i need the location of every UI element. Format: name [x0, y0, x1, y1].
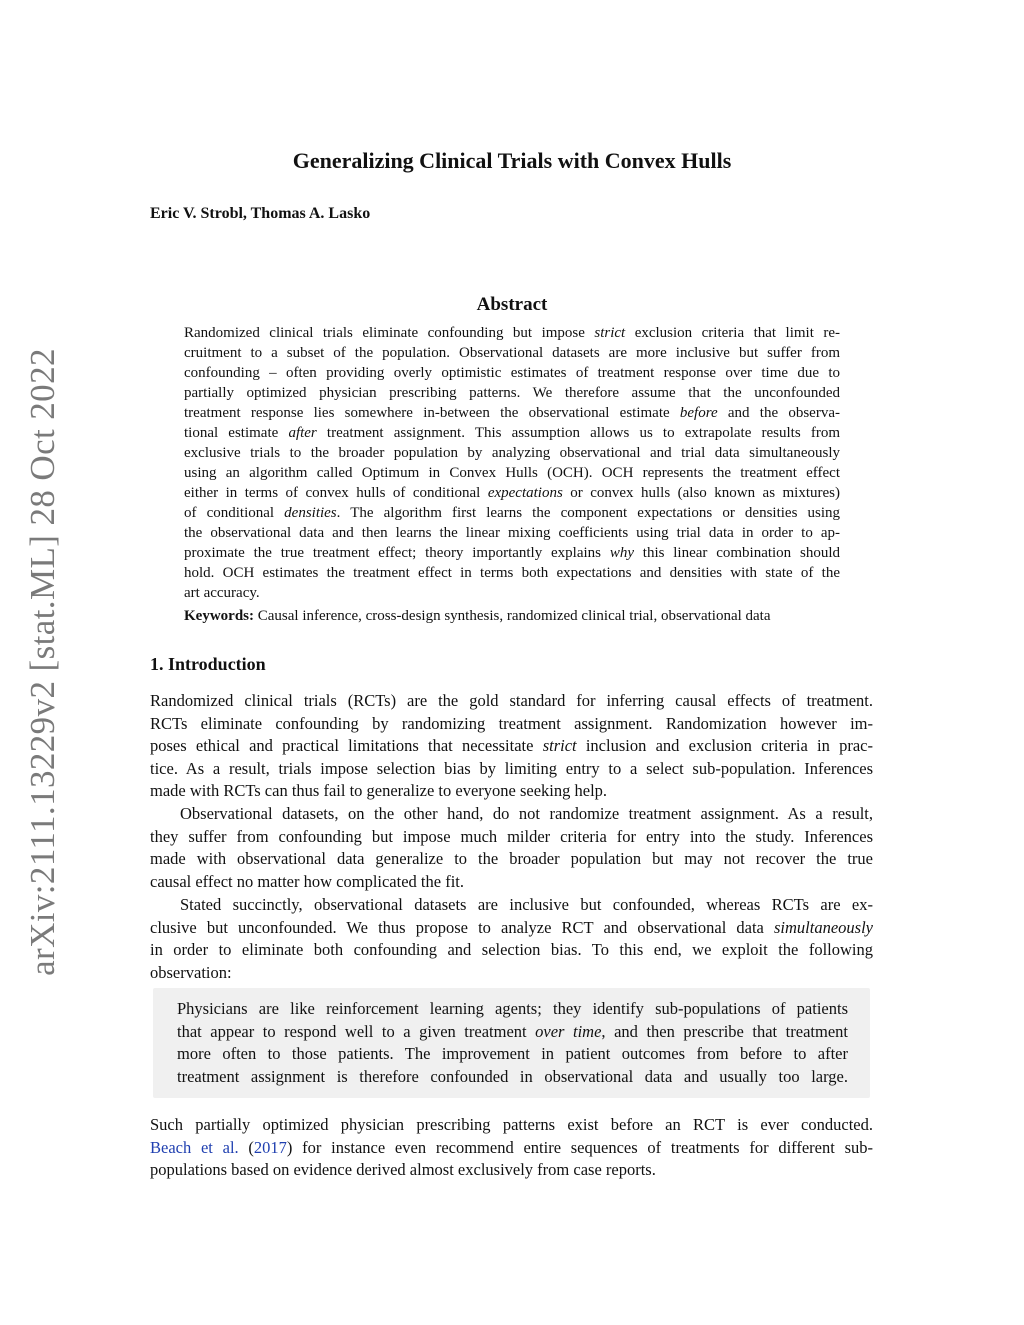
- keywords: [184, 606, 840, 626]
- abstract-line: the observational data and then learns the linear mixing coefficients using trial data in order to ap-: [184, 525, 840, 541]
- keywords-list: Causal inference, cross-design synthesis, randomized clinical trial, observational data: [254, 608, 771, 624]
- abstract-line: of conditional densities. The algorithm first learns the component expectations or densities using: [184, 505, 841, 521]
- abstract-line: art accuracy.: [184, 585, 260, 601]
- abstract-line: exclusive trials to the broader population by analyzing observational and trial data simultaneously: [184, 445, 840, 461]
- abstract-line: hold. OCH estimates the treatment effect in terms both expectations and densities with state of the: [184, 565, 840, 581]
- abstract-line: using an algorithm called Optimum in Convex Hulls (OCH). OCH represents the treatment effect: [184, 465, 840, 481]
- body-line: made with RCTs can thus fail to generalize to everyone seeking help.: [150, 781, 608, 801]
- callout-line: that appear to respond well to a given treatment over time, and then prescribe that treatment: [177, 1021, 848, 1041]
- abstract-line: Randomized clinical trials eliminate confounding but impose strict exclusion criteria that limit re-: [184, 325, 841, 341]
- intro-paragraph-4: [150, 1114, 873, 1182]
- body-line: causal effect no matter how complicated the fit.: [150, 871, 464, 891]
- body-line: in order to eliminate both confounding and selection bias. To this end, we exploit the following: [150, 940, 873, 960]
- abstract-line: confounding – often providing overly optimistic estimates of treatment response over time due to: [184, 365, 840, 381]
- section-heading-introduction: 1. Introduction: [150, 654, 266, 674]
- observation-callout: [153, 988, 870, 1098]
- intro-paragraph-2: [150, 803, 873, 893]
- paper-title: Generalizing Clinical Trials with Convex Hulls: [292, 148, 732, 173]
- abstract-line: partially optimized physician prescribing patterns. We therefore assume that the unconfounded: [184, 385, 840, 401]
- body-line: tice. As a result, trials impose selection bias by limiting entry to a select sub-population. Inferences: [150, 758, 873, 778]
- arxiv-identifier-stamp: arXiv:2111.13229v2 [stat.ML] 28 Oct 2022: [23, 348, 62, 976]
- body-line: poses ethical and practical limitations that necessitate strict inclusion and exclusion criteria in prac-: [150, 736, 873, 756]
- callout-line: more often to those patients. The improvement in patient outcomes from before to after: [177, 1044, 848, 1064]
- abstract-line: treatment response lies somewhere in-between the observational estimate before and the observa-: [184, 405, 840, 421]
- abstract-heading: Abstract: [476, 294, 548, 315]
- abstract-line: tional estimate after treatment assignment. This assumption allows us to extrapolate results from: [184, 425, 840, 441]
- body-line: they suffer from confounding but impose much milder criteria for entry into the study. Inferences: [150, 826, 873, 846]
- citation-author-link[interactable]: Beach et al.: [150, 1137, 239, 1157]
- callout-line: treatment assignment is therefore confounded in observational data and usually too large.: [177, 1066, 848, 1086]
- body-line: Stated succinctly, observational datasets are inclusive but confounded, whereas RCTs are ex-: [180, 895, 873, 914]
- body-line: made with observational data generalize to the broader population but may not recover the true: [150, 849, 873, 869]
- body-line: RCTs eliminate confounding by randomizing treatment assignment. Randomization however im-: [150, 713, 873, 733]
- callout-line: Physicians are like reinforcement learning agents; they identify sub-populations of patients: [177, 999, 848, 1018]
- intro-paragraph-3: [150, 894, 873, 984]
- keywords-label: Keywords:: [184, 608, 254, 624]
- body-line: Randomized clinical trials (RCTs) are the gold standard for inferring causal effects of treatment.: [150, 691, 873, 710]
- abstract-line: proximate the true treatment effect; theory importantly explains why this linear combination should: [184, 545, 840, 561]
- body-line: populations based on evidence derived almost exclusively from case reports.: [150, 1160, 656, 1180]
- author-list: Eric V. Strobl, Thomas A. Lasko: [150, 205, 371, 222]
- abstract-line: either in terms of convex hulls of conditional expectations or convex hulls (also known as mixtures): [184, 485, 840, 501]
- body-line: Observational datasets, on the other hand, do not randomize treatment assignment. As a result,: [180, 804, 873, 823]
- body-line: Such partially optimized physician prescribing patterns exist before an RCT is ever conducted.: [150, 1115, 873, 1134]
- citation-year-link[interactable]: 2017: [253, 1137, 287, 1157]
- body-line: Beach et al. (2017) for instance even recommend entire sequences of treatments for different sub-: [150, 1137, 873, 1157]
- abstract-body: [184, 323, 840, 626]
- body-line: clusive but unconfounded. We thus propose to analyze RCT and observational data simultaneously: [150, 917, 873, 937]
- body-line: observation:: [150, 962, 232, 982]
- intro-paragraph-1: [150, 690, 873, 803]
- abstract-line: cruitment to a subset of the population. Observational datasets are more inclusive but suffer from: [184, 345, 840, 361]
